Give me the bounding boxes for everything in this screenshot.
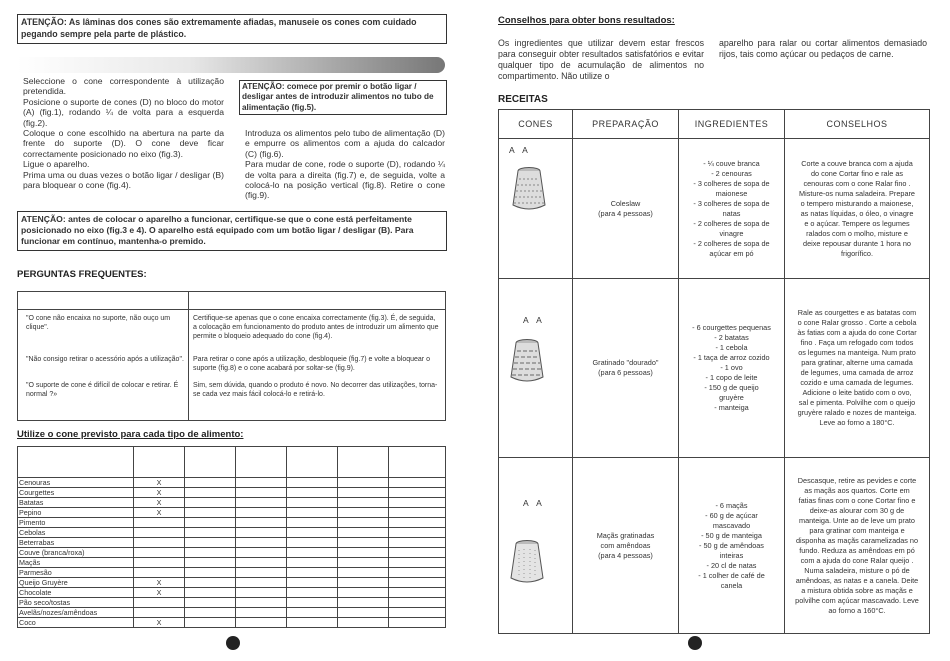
instruction-step: Coloque o cone escolhido na abertura na parte da frente do suporte (D). O cone deve ficar correctamente posicionado no eixo (fig.3).	[23, 128, 224, 159]
tips-title: Conselhos para obter bons resultados:	[498, 15, 675, 26]
ingredient: - 1 colher de café de canela	[698, 570, 765, 590]
usage-row: Parmesão	[18, 568, 446, 578]
recipes-table	[498, 109, 930, 634]
grating-cone-icon	[509, 538, 545, 586]
recipe-name: Coleslaw	[610, 198, 641, 208]
usage-row: Avelãs/nozes/amêndoas	[18, 608, 446, 618]
ingredient: - ¼ couve branca	[703, 158, 760, 168]
ingredient: - 50 g de amêndoas inteiras	[699, 540, 764, 560]
usage-table	[17, 446, 446, 628]
instructions-column-2	[245, 128, 445, 201]
recipe-servings: (para 6 pessoas)	[598, 368, 653, 377]
ingredient: - 2 cenouras	[711, 168, 752, 178]
page-marker-right	[688, 636, 702, 650]
usage-row: Chocolate X	[18, 588, 446, 598]
header-cones: CONES	[499, 110, 573, 139]
usage-row: Cebolas	[18, 528, 446, 538]
tips-col-1: Os ingredientes que utilizar devem estar frescos para conseguir obter resultados satisfatórios e evitar qualquer tipo de acumulação de alimentos no compartimento. Não utilize o	[498, 38, 704, 81]
page-marker-left	[226, 636, 240, 650]
faq-question: "Não consigo retirar o acessório após a utilização".	[26, 356, 184, 363]
recipe-servings: (para 4 pessoas)	[598, 208, 653, 218]
ingredient: - 1 taça de arroz cozido	[693, 353, 770, 362]
ingredient: - 50 g de manteiga	[701, 530, 762, 540]
usage-row: Pepino X	[18, 508, 446, 518]
faq-answer: Sim, sem dúvida, quando o produto é novo. No decorrer das utilizações, torna-se cada vez mais fácil colocá-lo e retirá-lo.	[193, 382, 438, 399]
usage-row: Maçãs	[18, 558, 446, 568]
grating-cone-icon	[509, 337, 545, 385]
usage-title: Utilize o cone previsto para cada tipo de alimento:	[17, 429, 244, 440]
instructions-column	[23, 76, 224, 190]
faq-table	[17, 291, 446, 421]
tips-col-2: aparelho para ralar ou cortar alimentos demasiado rijos, tais como açúcar ou pedaços de carne.	[719, 38, 927, 59]
cone-label: A A	[523, 498, 545, 508]
section-header-bar	[17, 57, 445, 73]
recipes-title: RECEITAS	[498, 94, 548, 105]
instruction-step: Posicione o suporte de cones (D) no bloco do motor (A) (fig.1), rodando ¼ de volta para a esquerda (fig.2).	[23, 96, 224, 128]
ingredient: - 2 colheres de sopa de açúcar em pó	[693, 238, 770, 258]
ingredient: - 3 colheres de sopa de maionese	[693, 178, 770, 198]
instruction-step: Ligue o aparelho.	[23, 159, 90, 170]
recipe-row	[499, 279, 930, 458]
usage-row: Courgettes X	[18, 488, 446, 498]
ingredient: - 1 copo de leite	[705, 373, 758, 382]
ingredient: - 2 colheres de sopa de vinagre	[693, 218, 770, 238]
usage-row: Beterrabas	[18, 538, 446, 548]
warning-box-position	[17, 211, 447, 251]
recipe-row	[499, 458, 930, 634]
warning-start-text: ATENÇÃO: comece por premir o botão ligar / desligar antes de introduzir alimentos no tubo de alimentação (fig.5).	[242, 82, 434, 112]
recipe-name: Maçãs gratinadas	[596, 530, 655, 540]
usage-row: Couve (branca/roxa)	[18, 548, 446, 558]
recipe-tips: Rale as courgettes e as batatas com o cone Ralar grosso . Corte a cebola às fatias com a ajuda do cone Cortar fino . Faça um refogado com todos os legumes na manteiga. Num prato para gratinar, alterne uma camada de legumes, uma camada de arroz cozido e uma camada de legumes. Adicione o leite batido com o ovo, sal e pimenta. Polvilhe com o queijo gruyère ralado e nozes de manteiga. Leve ao forno a 180°C.	[797, 308, 917, 427]
warning-box-start	[239, 80, 447, 115]
ingredient: - 6 maçãs	[715, 500, 748, 510]
warning-position-text: ATENÇÃO: antes de colocar o aparelho a funcionar, certifique-se que o cone está perfeitamente posicionado no eixo (fig.3 e 4). O aparelho está equipado com um botão ligar / desligar (B). Para funcionar em contínuo, mantenha-o premido.	[21, 214, 414, 247]
faq-question: "O cone não encaixa no suporte, não ouço um clique".	[26, 315, 171, 332]
faq-title: PERGUNTAS FREQUENTES:	[17, 269, 147, 280]
usage-row: Coco X	[18, 618, 446, 628]
usage-row: Cenouras X	[18, 478, 446, 488]
recipe-servings: (para 4 pessoas)	[598, 550, 653, 560]
faq-answer: Para retirar o cone após a utilização, desbloqueie (fig.7) e volte a bloquear o suporte (fig.8) e o cone acabará por soltar-se (fig.9).	[193, 356, 430, 373]
ingredient: - 60 g de açúcar mascavado	[705, 510, 758, 530]
warning-blades-text: ATENÇÃO: As lâminas dos cones são extremamente afiadas, manuseie os cones com cuidado pegando sempre pela parte de plástico.	[21, 17, 417, 39]
recipe-name-cont: com amêndoas	[600, 540, 651, 550]
instruction-step: Para mudar de cone, rode o suporte (D), rodando ¼ de volta para a direita (fig.7) e, de seguida, volte a colocá-lo na posição vertical (fig.8). Retire o cone (fig.9).	[245, 159, 445, 201]
ingredient: - 3 colheres de sopa de natas	[693, 198, 770, 218]
instruction-step: Seleccione o cone correspondente à utilização pretendida.	[23, 76, 224, 97]
ingredient: - 150 g de queijo gruyère	[704, 383, 759, 402]
header-preparation: PREPARAÇÃO	[573, 110, 679, 139]
ingredient: - manteiga	[714, 403, 749, 412]
warning-box-blades	[17, 14, 447, 44]
header-ingredients: INGREDIENTES	[679, 110, 785, 139]
cone-label: A A	[509, 145, 531, 155]
usage-row: Batatas X	[18, 498, 446, 508]
header-tips: CONSELHOS	[785, 110, 930, 139]
faq-question: "O suporte de cone é difícil de colocar e retirar. É normal ?»	[26, 382, 179, 399]
usage-row: Queijo Gruyère X	[18, 578, 446, 588]
recipe-tips: Corte a couve branca com a ajuda do cone Cortar fino e rale as cenouras com o cone Ralar fino . Misture-os numa saladeira. Prepare o tempero misturando a maionese, as natas líquidas, o óleo, o vinagre e o açúcar. Tempere os legumes ralados com o molho, misture e deixe repousar durante 1 hora no frigorífico.	[799, 158, 915, 258]
ingredient: - 1 cebola	[715, 343, 748, 352]
ingredient: - 20 cl de natas	[706, 560, 757, 570]
usage-row: Pão seco/tostas	[18, 598, 446, 608]
recipe-name: Gratinado "dourado"	[592, 358, 659, 367]
ingredient: - 1 ovo	[720, 363, 743, 372]
usage-row: Pimento	[18, 518, 446, 528]
instruction-step: Prima uma ou duas vezes o botão ligar / desligar (B) para bloquear o cone (fig.4).	[23, 169, 224, 191]
cone-label: A A	[523, 315, 545, 325]
instruction-step: Introduza os alimentos pelo tubo de alimentação (D) e empurre os alimentos com a ajuda do calcador (C) (fig.6).	[245, 128, 445, 159]
faq-answer: Certifique-se apenas que o cone encaixa correctamente (fig.3). É, de seguida, a colocação em funcionamento do produto antes de introduzir um alimento que permite o bloqueio adequado do cone (fig.4).	[193, 315, 439, 341]
grating-cone-icon	[511, 165, 547, 213]
recipe-tips: Descasque, retire as pevides e corte as maçãs aos quartos. Corte em fatias finas com o cone Cortar fino e deixe-as alourar com 30 g de manteiga. Unte ao de leve um prato para gratinar com manteiga e disponha as maçãs caramelizadas no fundo. Reduza as amêndoas em pó com a ajuda do cone Ralar queijo . Numa saladeira, misture o pó de amêndoas, as natas e a canela. Deite a mistura obtida sobre as maçãs e polvilhe com açúcar mascavado. Leve ao forno a 160°C.	[795, 475, 919, 615]
ingredient: - 6 courgettes pequenas	[692, 323, 771, 332]
recipe-row	[499, 139, 930, 279]
ingredient: - 2 batatas	[714, 333, 749, 342]
